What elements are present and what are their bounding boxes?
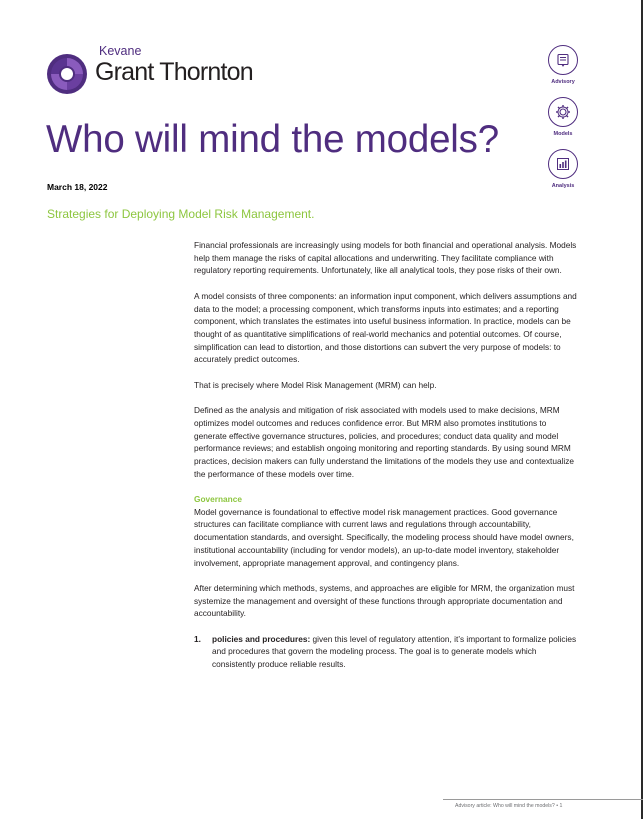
side-nav-advisory[interactable]	[546, 45, 580, 85]
body-paragraph: Financial professionals are increasingly using models for both financial and operational analysis. Models help them manage the risks of capital allocations and underwriting. They facilitate compliance with regulatory reporting requirements. Unfortunately, like all analytical tools, they pose risks of their own.	[194, 240, 577, 276]
side-nav-label: Advisory	[551, 79, 575, 85]
gear-icon	[555, 104, 571, 120]
bar-chart-icon	[556, 157, 570, 171]
side-nav-label: Analysis	[551, 183, 575, 189]
list-text: given this level of regulatory attention, it’s important to formalize policies and procedures that govern the modeling process. The goal is to generate models which consistently produce reliable results.	[212, 633, 577, 670]
list-number: 1.	[194, 633, 201, 644]
page-footer: Advisory article: Who will mind the models? • 1	[455, 803, 563, 809]
side-nav-models[interactable]	[546, 97, 580, 137]
footer-rule	[443, 799, 643, 800]
side-nav-analysis[interactable]	[546, 149, 580, 189]
brand-name: Grant Thornton	[95, 58, 253, 86]
article-date: March 18, 2022	[47, 182, 108, 192]
side-nav-label: Models	[553, 131, 573, 137]
section-heading-governance: Governance	[194, 494, 242, 504]
page-title: Who will mind the models?	[46, 118, 499, 161]
body-paragraph: Model governance is foundational to effective model risk management practices. Good governance structures can facilitate compliance with current laws and regulations through accountability, documentation standards, and oversight. Specifically, the modeling process should have model owners, institutional accountability (including for vendor models), an up-to-date model inventory, stakeholder involvement, appropriate management approval, and contingency plans.	[194, 506, 574, 568]
grant-thornton-mark-icon	[47, 54, 87, 94]
body-paragraph: A model consists of three components: an information input component, which delivers assumptions and data to the model; a processing component, which transforms inputs into estimates; and a reporting component, which translates the estimates into useful business information. In practice, models can be thought of as quantitative simplifications of real-world mechanics and potential outcomes. Of course, simplification can lead to distortion, and those distortions can subvert the very purpose of models: to accurately predict outcomes.	[194, 290, 577, 365]
article-subtitle: Strategies for Deploying Model Risk Management.	[47, 207, 315, 221]
brand-kevane: Kevane	[99, 44, 142, 58]
list-item	[194, 633, 580, 671]
body-paragraph: After determining which methods, systems, and approaches are eligible for MRM, the organization must systemize the management and oversight of these functions through appropriate documentation and accountability.	[194, 582, 575, 619]
body-paragraph: Defined as the analysis and mitigation of risk associated with models used to make decisions, MRM optimizes model outcomes and reduces confidence error. But MRM also promotes institutions to generate effective governance structures, policies, and procedures; conduct data quality and model performance reviews; and establish ongoing monitoring and reporting standards. By using sound MRM practices, decision makers can fully understand the limitations of the models they use and contextualize the performance of these models over time.	[194, 405, 575, 479]
governance-section	[194, 493, 580, 569]
document-icon	[556, 53, 570, 67]
body-paragraph: That is precisely where Model Risk Management (MRM) can help.	[194, 379, 437, 390]
article-body	[194, 239, 580, 684]
list-lead: policies and procedures:	[212, 633, 311, 644]
